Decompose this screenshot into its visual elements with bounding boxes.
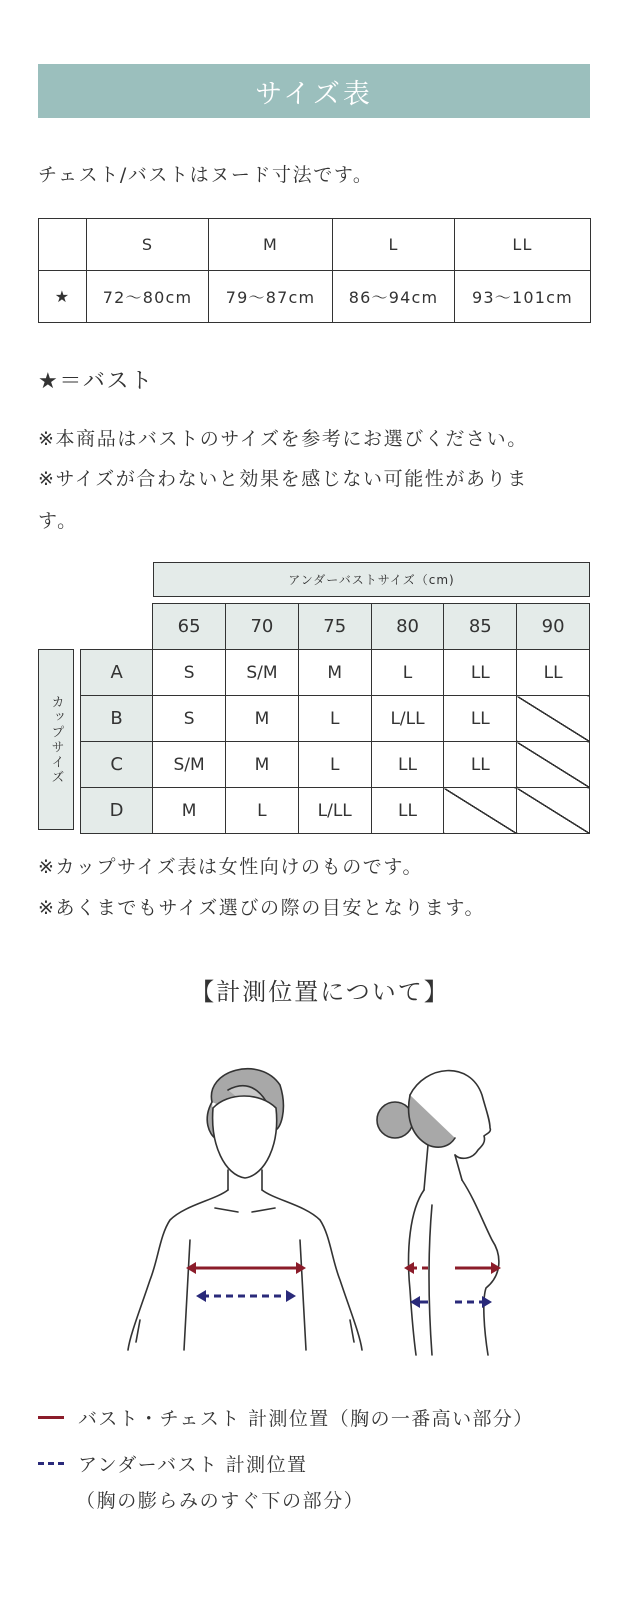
cup-cell: L bbox=[298, 742, 371, 788]
cup-cell: S bbox=[153, 650, 226, 696]
bust-line-front bbox=[186, 1262, 306, 1274]
under-bust-column: 90 bbox=[517, 604, 590, 650]
side-figure bbox=[377, 1071, 499, 1355]
dashed-line-icon bbox=[38, 1462, 64, 1465]
under-bust-column: 85 bbox=[444, 604, 517, 650]
under-bust-column: 80 bbox=[371, 604, 444, 650]
note-line: ※サイズが合わないと効果を感じない可能性がありま bbox=[38, 468, 528, 490]
cup-cell-empty bbox=[517, 742, 590, 788]
cup-row-label: D bbox=[81, 788, 153, 834]
size-table-row bbox=[39, 271, 591, 323]
cup-cell: M bbox=[226, 696, 299, 742]
cup-cell: L bbox=[298, 696, 371, 742]
cup-cell: M bbox=[153, 788, 226, 834]
cup-cell: LL bbox=[371, 742, 444, 788]
note-line: ※カップサイズ表は女性向けのものです。 bbox=[38, 856, 424, 878]
cup-cell: S bbox=[153, 696, 226, 742]
size-header-cell: S bbox=[87, 219, 209, 271]
note-line: ※あくまでもサイズ選びの際の目安となります。 bbox=[38, 897, 486, 919]
cup-cell: LL bbox=[371, 788, 444, 834]
cup-table-row bbox=[81, 742, 590, 788]
size-header-cell: LL bbox=[455, 219, 591, 271]
cup-cell: L/LL bbox=[371, 696, 444, 742]
legend-under-label: アンダーバスト 計測位置 bbox=[78, 1454, 308, 1476]
cup-row-label: A bbox=[81, 650, 153, 696]
size-chart-banner bbox=[38, 64, 590, 118]
cup-cell: M bbox=[226, 742, 299, 788]
note-line: ※本商品はバストのサイズを参考にお選びください。 bbox=[38, 428, 528, 450]
cup-cell: LL bbox=[444, 696, 517, 742]
size-row-label: ★ bbox=[39, 271, 87, 323]
chest-note: チェスト/バストはヌード寸法です。 bbox=[38, 164, 374, 186]
size-value-cell: 86～94cm bbox=[333, 271, 455, 323]
cup-cell: S/M bbox=[226, 650, 299, 696]
measurement-illustration bbox=[110, 1050, 530, 1360]
size-value-cell: 79～87cm bbox=[209, 271, 333, 323]
cup-cell: L bbox=[371, 650, 444, 696]
cup-table-row bbox=[81, 650, 590, 696]
under-line-side bbox=[410, 1296, 492, 1308]
blank-cell bbox=[81, 604, 153, 650]
under-bust-column: 70 bbox=[226, 604, 299, 650]
size-header-cell: L bbox=[333, 219, 455, 271]
page-title: サイズ表 bbox=[255, 78, 373, 110]
cup-cell: LL bbox=[517, 650, 590, 696]
size-table-header-row bbox=[39, 219, 591, 271]
legend-under-sub: （胸の膨らみのすぐ下の部分） bbox=[76, 1490, 365, 1512]
star-legend: ★＝バスト bbox=[38, 369, 154, 394]
cup-size-label: カップサイズ bbox=[48, 694, 64, 785]
cup-cell-empty bbox=[517, 788, 590, 834]
size-table bbox=[38, 218, 591, 323]
under-bust-label: アンダーバストサイズ（cm) bbox=[288, 573, 455, 587]
cup-table-header-row bbox=[81, 604, 590, 650]
cup-table-row bbox=[81, 696, 590, 742]
cup-size-side-label bbox=[38, 649, 74, 830]
cup-cell: LL bbox=[444, 742, 517, 788]
cup-cell: L bbox=[226, 788, 299, 834]
cup-cell: S/M bbox=[153, 742, 226, 788]
cup-cell: L/LL bbox=[298, 788, 371, 834]
cup-cell-empty bbox=[517, 696, 590, 742]
size-header-cell bbox=[39, 219, 87, 271]
size-value-cell: 72～80cm bbox=[87, 271, 209, 323]
measurement-title: 【計測位置について】 bbox=[190, 978, 450, 1006]
solid-line-icon bbox=[38, 1416, 64, 1419]
legend-bust bbox=[38, 1404, 534, 1431]
under-bust-column: 65 bbox=[153, 604, 226, 650]
legend-bust-label: バスト・チェスト 計測位置（胸の一番高い部分） bbox=[78, 1408, 534, 1430]
cup-row-label: C bbox=[81, 742, 153, 788]
under-bust-column: 75 bbox=[298, 604, 371, 650]
size-value-cell: 93～101cm bbox=[455, 271, 591, 323]
cup-size-chart bbox=[38, 562, 590, 832]
cup-table-row bbox=[81, 788, 590, 834]
cup-cell-empty bbox=[444, 788, 517, 834]
size-header-cell: M bbox=[209, 219, 333, 271]
under-line-front bbox=[196, 1290, 296, 1302]
under-bust-header bbox=[153, 562, 590, 597]
cup-cell: M bbox=[298, 650, 371, 696]
note-line: す。 bbox=[38, 510, 78, 532]
front-figure bbox=[128, 1069, 362, 1350]
cup-cell: LL bbox=[444, 650, 517, 696]
bust-line-side bbox=[404, 1262, 501, 1274]
cup-size-table bbox=[80, 603, 590, 834]
legend-under bbox=[38, 1450, 307, 1477]
cup-row-label: B bbox=[81, 696, 153, 742]
